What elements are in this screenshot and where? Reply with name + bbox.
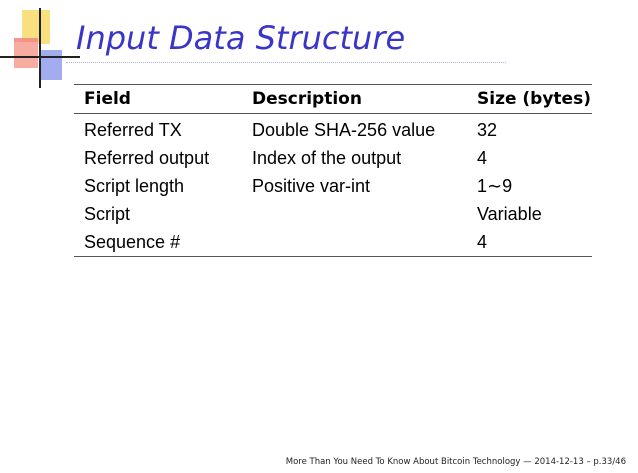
table-row xyxy=(74,172,592,200)
cell-size: 32 xyxy=(477,120,498,140)
header-size: Size (bytes) xyxy=(477,89,591,109)
table-row xyxy=(74,228,592,256)
cell-description xyxy=(252,200,477,228)
cell-description xyxy=(252,228,477,256)
cell-size: 1∼9 xyxy=(477,176,513,196)
logo-blue-square xyxy=(40,50,62,80)
cell-field: Referred output xyxy=(84,148,210,168)
cell-field: Sequence # xyxy=(84,232,181,252)
slide-title: Input Data Structure xyxy=(76,19,406,57)
cell-size: 4 xyxy=(477,148,488,168)
slide-footer: More Than You Need To Know About Bitcoin Technology — 2014-12-13 – p.33/46 xyxy=(285,457,626,467)
logo-pink-square xyxy=(14,42,38,68)
header-field: Field xyxy=(84,89,131,109)
data-table-body xyxy=(74,114,592,256)
cell-field: Script xyxy=(84,204,131,224)
cell-size: Variable xyxy=(477,204,542,224)
cell-description: Index of the output xyxy=(252,148,402,168)
cell-size: 4 xyxy=(477,232,488,252)
slide-logo xyxy=(0,0,80,90)
cell-description: Positive var-int xyxy=(252,176,371,196)
logo-vertical-line xyxy=(39,8,41,88)
table-header-row xyxy=(74,85,592,113)
table-row xyxy=(74,114,592,144)
cell-field: Referred TX xyxy=(84,120,182,140)
table-bottom-rule xyxy=(74,256,592,257)
cell-description: Double SHA-256 value xyxy=(252,120,436,140)
input-structure-table xyxy=(74,84,592,257)
table-row xyxy=(74,144,592,172)
table-row xyxy=(74,200,592,228)
logo-horizontal-line xyxy=(0,56,80,58)
cell-field: Script length xyxy=(84,176,185,196)
title-underline xyxy=(66,62,506,63)
header-description: Description xyxy=(252,89,362,109)
data-table xyxy=(74,85,592,113)
